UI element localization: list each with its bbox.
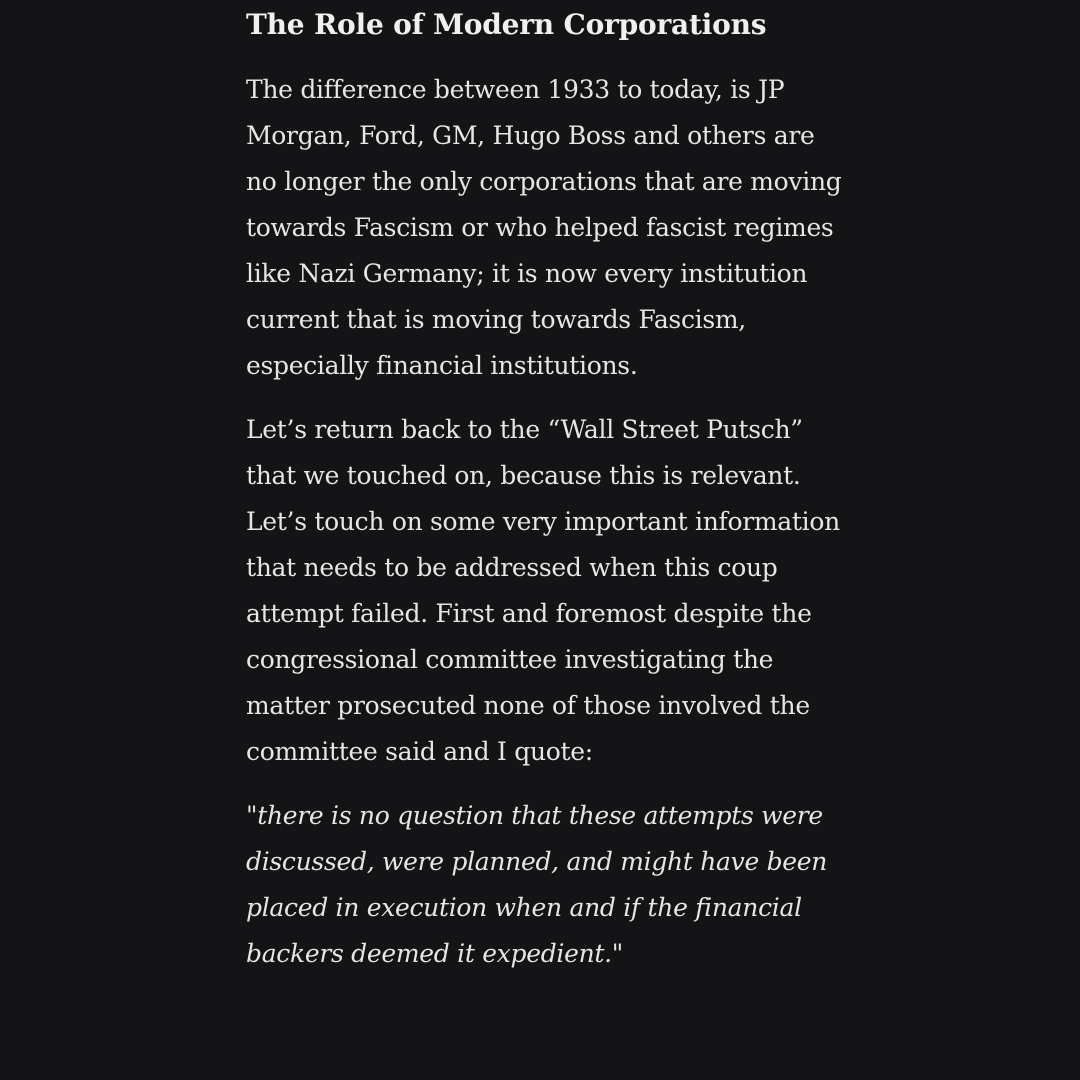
paragraph: The difference between 1933 to today, is JP Morgan, Ford, GM, Hugo Boss and others are no longer the only corporations that are moving towards Fascism or who helped fascist regimes like Nazi Germany; it is now every institution current that is moving towards Fascism, especially financial institutions. (246, 75, 842, 380)
section-heading: The Role of Modern Corporations (246, 8, 767, 41)
article-body (246, 0, 846, 977)
paragraph: Let’s return back to the “Wall Street Putsch” that we touched on, because this is relevant. Let’s touch on some very important information that needs to be addressed when this coup attempt failed. First and foremost despite the congressional committee investigating the matter prosecuted none of those involved the committee said and I quote: (246, 415, 840, 766)
block-quote: "there is no question that these attempts were discussed, were planned, and might have been placed in execution when and if the financial backers deemed it expedient." (246, 801, 828, 968)
